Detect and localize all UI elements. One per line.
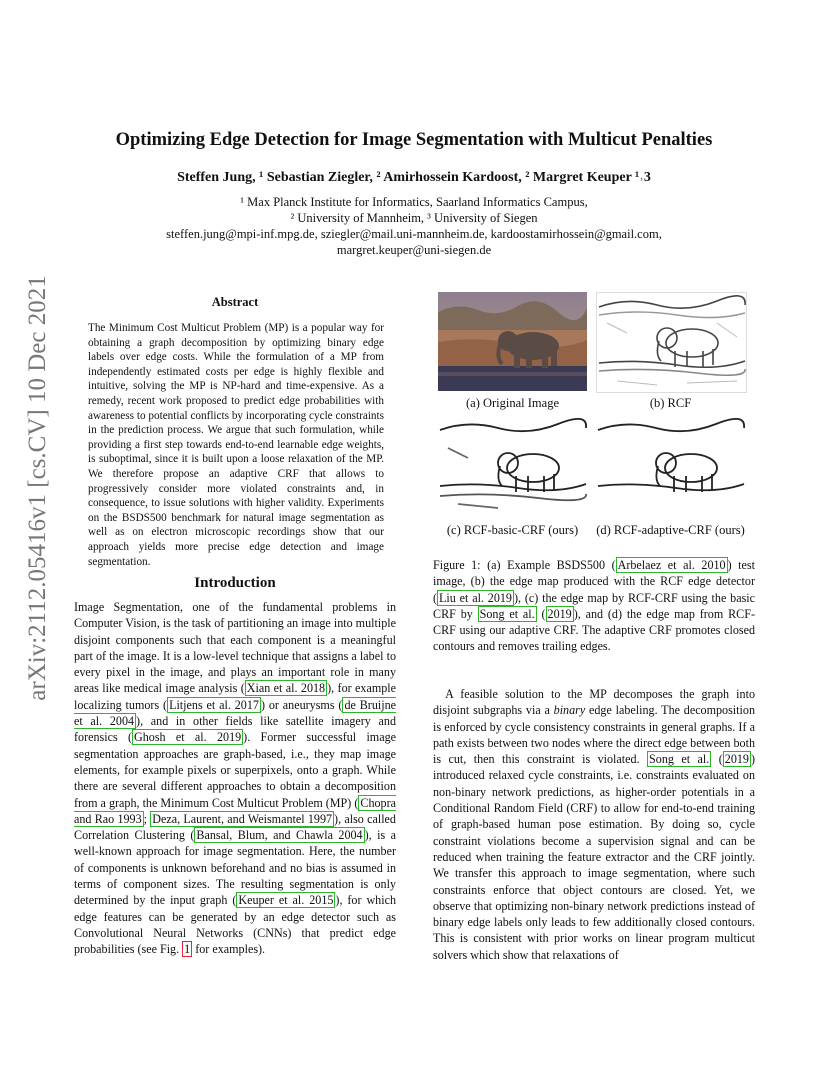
text-run: ( xyxy=(711,752,723,767)
arxiv-sidebar xyxy=(18,275,58,701)
text-run: ), is a well-known approach for image segmentation. Here, the number of components is unknown beforehand and no bias is assumed in terms of component sizes. The resulting segmentation is only determined by the input graph ( xyxy=(74,828,396,908)
text-run: ), and (d) the edge map from RCF-CRF using our adaptive CRF. The adaptive CRF promotes closed contours and removes trailing edges. xyxy=(433,606,755,654)
text-run: ( xyxy=(536,606,546,621)
citation-link[interactable]: Bansal, Blum, and Chawla 2004 xyxy=(196,828,363,843)
abstract-heading: Abstract xyxy=(211,295,259,309)
subcaption-b: (b) RCF xyxy=(649,396,692,410)
figure-rcf-adaptive-crf-edge-map xyxy=(596,418,745,517)
text-run: ) test image, (b) the edge map produced with the RCF edge detector ( xyxy=(433,558,755,605)
citation-link[interactable]: Deza, Laurent, and Weismantel 1997 xyxy=(152,811,333,826)
subcaption-d: (d) RCF-adaptive-CRF (ours) xyxy=(596,523,745,537)
text-run: ), also called Correlation Clustering ( xyxy=(74,811,396,843)
text-run: ). Former successful image segmentation approaches are graph-based, i.e., they map image elements, for example pixels or superpixels, onto a graph. While there are several different approaches to obtain a decomposition from a graph, the Minimum Cost Multicut Problem (MP) ( xyxy=(74,730,396,810)
email-line-2: margret.keuper@uni-siegen.de xyxy=(336,243,492,257)
figure-original-image xyxy=(438,292,587,391)
figure-reference-link[interactable]: 1 xyxy=(184,942,191,957)
citation-link[interactable]: 2019 xyxy=(724,752,749,767)
text-run: ) or aneurysms ( xyxy=(260,697,343,712)
citation-link[interactable]: Arbelaez et al. 2010 xyxy=(617,558,726,572)
text-run: ; xyxy=(143,811,151,826)
citation-link[interactable]: Song et al. xyxy=(479,606,535,621)
text-run: edge labeling. The decomposition is enforced by cycle consistency constraints in general graphs. If a path exists between two nodes where the direct edge between both is cut, then this constraint is violated. xyxy=(433,703,755,767)
paper-title: Optimizing Edge Detection for Image Segmentation with Multicut Penalties xyxy=(115,130,713,150)
figure-rcf-edge-map xyxy=(596,292,747,393)
figure-caption xyxy=(433,557,755,655)
citation-link[interactable]: Ghosh et al. 2019 xyxy=(134,730,242,745)
arxiv-identifier: arXiv:2112.05416v1 [cs.CV] 10 Dec 2021 xyxy=(24,275,51,701)
citation-link[interactable]: Chopra and Rao 1993 xyxy=(74,795,396,826)
text-run: ) introduced relaxed cycle constraints, i.e. constraints evaluated on non-binary network predictions, as higher-order potentials in a Conditional Random Field (CRF) to allow for end-to-end training of graph-based human pose estimation. By doing so, cycle constraint violations become a supervision signal and can be reduced when training the feature extractor and the CRF jointly. We transfer this approach to image segmentation, where such constraints enforce that object contours are closed. Yet, we observe that optimizing non-binary network predictions instead of binary edge labels only leads to few additionally closed contours. This is consistent with prior works on linear program multicut solvers which show that relaxations of xyxy=(433,752,755,962)
citation-link[interactable]: 2019 xyxy=(547,606,572,621)
introduction-paragraph xyxy=(74,599,396,958)
text-run: Figure 1: (a) Example BSDS500 ( xyxy=(433,558,616,572)
text-run: for examples). xyxy=(192,942,266,957)
email-line-1: steffen.jung@mpi-inf.mpg.de, sziegler@mail.uni-mannheim.de, kardoostamirhossein@gmail.com, xyxy=(166,227,662,241)
subcaption-a: (a) Original Image xyxy=(465,396,559,410)
author-list: Steffen Jung, ¹ Sebastian Ziegler, ² Amirhossein Kardoost, ² Margret Keuper ¹˒3 xyxy=(177,170,651,185)
text-run: ), (c) the edge map by RCF-CRF using the basic CRF by xyxy=(433,590,756,621)
citation-link[interactable]: de Bruijne et al. 2004 xyxy=(74,697,397,729)
citation-link[interactable]: Xian et al. 2018 xyxy=(246,681,326,696)
affiliation-line-2: ² University of Mannheim, ³ University of Siegen xyxy=(290,211,538,225)
citation-link[interactable]: Keuper et al. 2015 xyxy=(238,893,334,908)
text-run: ), and in other fields like satellite imagery and forensics ( xyxy=(74,714,397,745)
emphasis-text: binary xyxy=(553,703,586,718)
citation-link[interactable]: Song et al. xyxy=(649,752,710,767)
affiliation-line-1: ¹ Max Planck Institute for Informatics, Saarland Informatics Campus, xyxy=(240,195,588,209)
text-run: A feasible solution to the MP decomposes the graph into disjoint subgraphs via a xyxy=(433,687,755,718)
citation-link[interactable]: Liu et al. 2019 xyxy=(439,590,512,605)
figure-rcf-basic-crf-edge-map xyxy=(438,418,587,517)
citation-link[interactable]: Litjens et al. 2017 xyxy=(169,697,259,712)
text-run: ), for example localizing tumors ( xyxy=(74,681,397,712)
text-run: Image Segmentation, one of the fundamental problems in Computer Vision, is the task of partitioning an image into multiple disjoint components such that each component is a meaningful part of the image. It is a low-level technique that assigns a label to every pixel in the image, and plays an important role in many areas like medical image analysis ( xyxy=(74,600,396,696)
column-two-paragraph xyxy=(433,686,755,963)
text-run: ), for which edge features can be generated by an edge detector such as Convolutional Neural Networks (CNNs) that predict edge probabilities (see Fig. xyxy=(74,893,396,957)
abstract-text: The Minimum Cost Multicut Problem (MP) is a popular way for obtaining a graph decomposition by optimizing binary edge labels over edge costs. While the formulation of a MP from independently estimated costs per edge is highly flexible and intuitive, solving the MP is NP-hard and time-expensive. As a remedy, recent work proposed to predict edge probabilities with awareness to potential conflicts by incorporating cycle constraints in the prediction process. We argue that such formulation, while providing a first step towards end-to-end learnable edge weights, is suboptimal, since it is built upon a loose relaxation of the MP. We therefore propose an adaptive CRF that allows to progressively consider more violated constraints and, in consequence, to issue solutions with higher validity. Experiments on the BSDS500 benchmark for natural image segmentation as well as on electron microscopic recordings show that our approach yields more precise edge detection and image segmentation. xyxy=(88,322,384,568)
subcaption-c: (c) RCF-basic-CRF (ours) xyxy=(446,523,579,537)
introduction-heading: Introduction xyxy=(194,575,276,591)
